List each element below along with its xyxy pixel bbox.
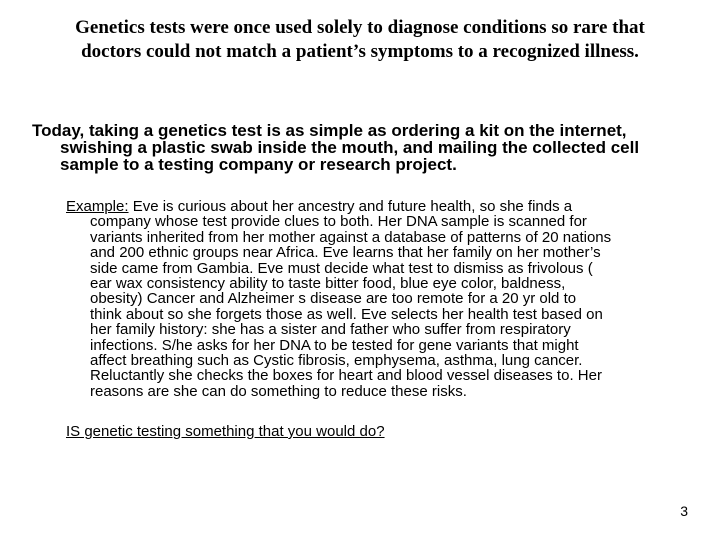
example-line-1 [66,199,696,214]
heading-line-1: Genetics tests were once used solely to diagnose conditions so rare that [75,17,645,38]
example-first-line-text: Eve is curious about her ancestry and future health, so she finds a [128,198,573,215]
example-line: infections. S/he asks for her DNA to be tested for gene variants that might [90,336,579,354]
example-line: and 200 ethnic groups near Africa. Eve learns that her family on her mother’s [90,244,601,262]
main-line-3: sample to a testing company or research project. [60,155,457,174]
example-label: Example: [66,198,129,215]
slide-heading [40,16,680,64]
example-line: Reluctantly she checks the boxes for heart and blood vessel diseases to. Her [90,367,602,385]
example-line: variants inherited from her mother against a database of patterns of 20 nations [90,228,612,246]
example-line: think about so she forgets those as well. Eve selects her health test based on [90,305,603,323]
example-line: reasons are she can do something to reduce these risks. [90,382,467,400]
example-line: company whose test provide clues to both. Her DNA sample is scanned for [90,213,587,231]
example-line: ear wax consistency ability to taste bitter food, blue eye color, baldness, [90,275,566,293]
example-line: obesity) Cancer and Alzheimer s disease are too remote for a 20 yr old to [90,290,577,308]
main-paragraph [32,122,692,173]
main-line-2: swishing a plastic swab inside the mouth, and mailing the collected cell [60,138,640,157]
example-line: affect breathing such as Cystic fibrosis, emphysema, asthma, lung cancer. [90,352,583,370]
example-line: side came from Gambia. Eve must decide what test to dismiss as frivolous ( [90,259,593,277]
example-line: her family history: she has a sister and father who suffer from respiratory [90,321,571,339]
main-line-1: Today, taking a genetics test is as simple as ordering a kit on the internet, [32,121,627,140]
question-text: IS genetic testing something that you would do? [66,423,385,440]
page-number: 3 [680,503,688,519]
example-paragraph [66,199,696,399]
heading-line-2: doctors could not match a patient’s symptoms to a recognized illness. [81,41,639,62]
